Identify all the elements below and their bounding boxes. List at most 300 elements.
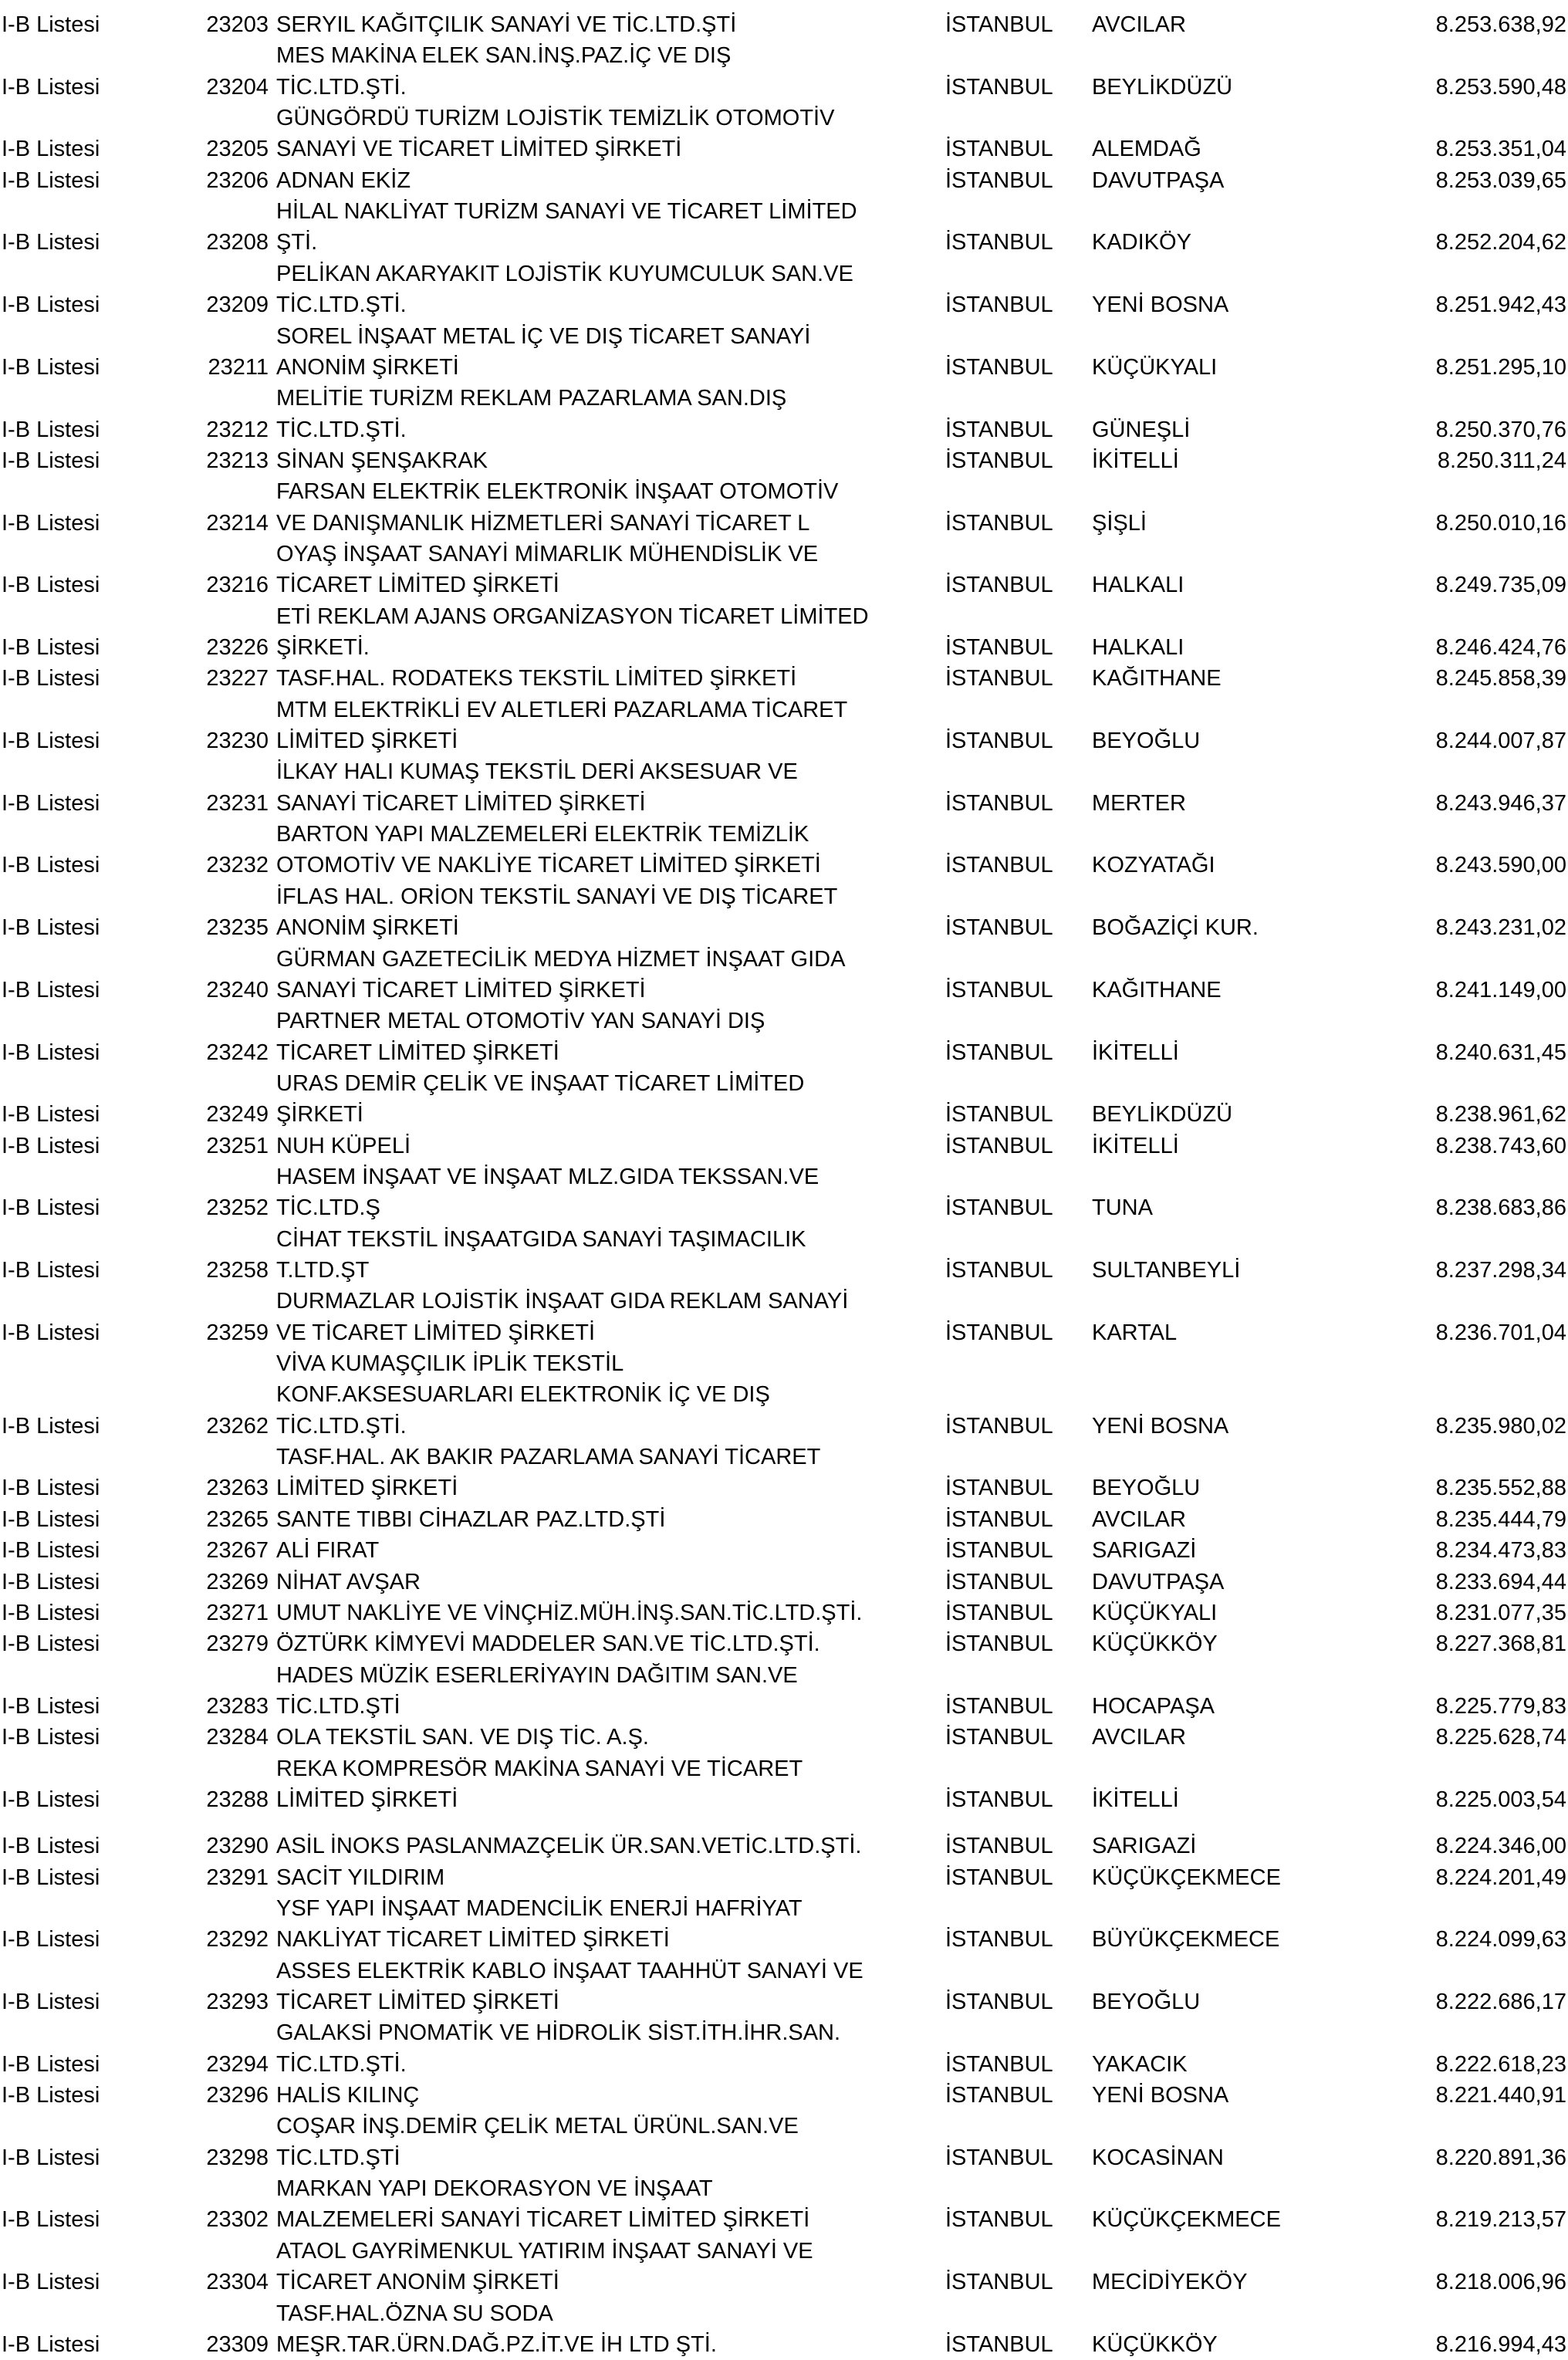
record-id-cell: 23206: [206, 167, 269, 193]
list-type-cell: I-B Listesi: [2, 1631, 100, 1657]
company-name-cell: [276, 2173, 809, 2236]
city-cell: İSTANBUL: [945, 1787, 1053, 1812]
city-cell: İSTANBUL: [945, 74, 1053, 100]
table-row: [0, 2173, 1568, 2236]
city-cell: İSTANBUL: [945, 1506, 1053, 1532]
district-cell: ŞİŞLİ: [1092, 510, 1147, 536]
city-cell: İSTANBUL: [945, 1476, 1053, 1501]
record-id-cell: 23209: [206, 292, 269, 318]
district-cell: AVCILAR: [1092, 12, 1186, 37]
company-name-line: TİCARET LİMİTED ŞİRKETİ: [276, 573, 559, 598]
table-row: [0, 1442, 1568, 1504]
company-name-line: DURMAZLAR LOJİSTİK İNŞAAT GIDA REKLAM SANAYİ: [276, 1289, 849, 1314]
record-id-cell: 23267: [206, 1538, 269, 1564]
company-name-line: ALİ FIRAT: [276, 1538, 380, 1564]
list-type-cell: I-B Listesi: [2, 1102, 100, 1128]
district-cell: KOZYATAĞI: [1092, 853, 1215, 878]
company-name-line: KONF.AKSESUARLARI ELEKTRONİK İÇ VE DIŞ: [276, 1382, 770, 1408]
company-name-line: HADES MÜZİK ESERLERİYAYIN DAĞITIM SAN.VE: [276, 1662, 798, 1688]
company-name-line: ADNAN EKİZ: [276, 167, 411, 193]
city-cell: İSTANBUL: [945, 2051, 1053, 2077]
amount-cell: 8.238.743,60: [1435, 1133, 1566, 1158]
company-name-line: TİC.LTD.ŞTİ.: [276, 74, 407, 100]
company-name-line: MELİTİE TURİZM REKLAM PAZARLAMA SAN.DIŞ: [276, 386, 787, 411]
amount-cell: 8.244.007,87: [1435, 729, 1566, 754]
amount-cell: 8.238.961,62: [1435, 1102, 1566, 1128]
list-type-cell: I-B Listesi: [2, 354, 100, 380]
company-name-line: TASF.HAL. AK BAKIR PAZARLAMA SANAYİ TİCARET: [276, 1445, 821, 1470]
company-name-line: TİC.LTD.ŞTİ.: [276, 417, 407, 442]
amount-cell: 8.245.858,39: [1435, 666, 1566, 691]
record-id-cell: 23242: [206, 1040, 269, 1065]
company-name-line: SANTE TIBBI CİHAZLAR PAZ.LTD.ŞTİ: [276, 1506, 666, 1532]
record-id-cell: 23213: [206, 448, 269, 473]
city-cell: İSTANBUL: [945, 1725, 1053, 1750]
city-cell: İSTANBUL: [945, 137, 1053, 162]
record-id-cell: 23292: [206, 1927, 269, 1953]
company-name-cell: [276, 40, 731, 103]
company-name-line: OTOMOTİV VE NAKLİYE TİCARET LİMİTED ŞİRKETİ: [276, 853, 821, 878]
company-name-line: YSF YAPI İNŞAAT MADENCİLİK ENERJİ HAFRİYAT: [276, 1896, 803, 1921]
company-name-cell: [276, 1161, 819, 1224]
record-id-cell: 23279: [206, 1631, 269, 1657]
company-name-line: TİCARET LİMİTED ŞİRKETİ: [276, 1040, 559, 1065]
amount-cell: 8.251.942,43: [1435, 292, 1566, 318]
table-row: [0, 1131, 1568, 1161]
record-id-cell: 23271: [206, 1600, 269, 1625]
company-name-line: ATAOL GAYRİMENKUL YATIRIM İNŞAAT SANAYİ VE: [276, 2238, 813, 2264]
company-name-line: OYAŞ İNŞAAT SANAYİ MİMARLIK MÜHENDİSLİK VE: [276, 541, 819, 566]
company-name-line: TİC.LTD.ŞTİ.: [276, 1413, 407, 1439]
company-name-line: T.LTD.ŞT: [276, 1257, 370, 1283]
city-cell: İSTANBUL: [945, 1927, 1053, 1953]
table-row: [0, 1831, 1568, 1861]
city-cell: İSTANBUL: [945, 2331, 1053, 2357]
amount-cell: 8.246.424,76: [1435, 634, 1566, 660]
list-type-cell: I-B Listesi: [2, 230, 100, 255]
city-cell: İSTANBUL: [945, 2145, 1053, 2170]
table-row: [0, 1628, 1568, 1659]
amount-cell: 8.233.694,44: [1435, 1569, 1566, 1594]
company-name-line: SİNAN ŞENŞAKRAK: [276, 448, 488, 473]
amount-cell: 8.249.735,09: [1435, 573, 1566, 598]
record-id-cell: 23263: [206, 1476, 269, 1501]
district-cell: DAVUTPAŞA: [1092, 1569, 1225, 1594]
list-type-cell: I-B Listesi: [2, 2083, 100, 2108]
district-cell: İKİTELLİ: [1092, 1040, 1179, 1065]
company-name-cell: [276, 383, 786, 445]
district-cell: MERTER: [1092, 790, 1186, 816]
company-name-cell: [276, 259, 853, 321]
record-id-cell: 23212: [206, 417, 269, 442]
list-type-cell: I-B Listesi: [2, 790, 100, 816]
list-type-cell: I-B Listesi: [2, 1413, 100, 1439]
table-row: [0, 601, 1568, 664]
company-name-line: HALİS KILINÇ: [276, 2083, 420, 2108]
list-type-cell: I-B Listesi: [2, 853, 100, 878]
record-id-cell: 23259: [206, 1320, 269, 1345]
district-cell: GÜNEŞLİ: [1092, 417, 1191, 442]
table-row: [0, 103, 1568, 165]
list-type-cell: I-B Listesi: [2, 2051, 100, 2077]
amount-cell: 8.224.201,49: [1435, 1865, 1566, 1890]
record-id-cell: 23302: [206, 2207, 269, 2233]
company-name-cell: [276, 2017, 840, 2080]
amount-cell: 8.243.231,02: [1435, 915, 1566, 941]
list-type-cell: I-B Listesi: [2, 977, 100, 1002]
company-name-line: MTM ELEKTRİKLİ EV ALETLERİ PAZARLAMA TİCARET: [276, 697, 848, 722]
company-name-cell: [276, 539, 818, 601]
company-name-line: TİCARET ANONİM ŞİRKETİ: [276, 2270, 559, 2295]
company-name-line: SACİT YILDIRIM: [276, 1865, 445, 1890]
company-name-line: PELİKAN AKARYAKIT LOJİSTİK KUYUMCULUK SAN.VE: [276, 261, 853, 286]
amount-cell: 8.231.077,35: [1435, 1600, 1566, 1625]
list-type-cell: I-B Listesi: [2, 137, 100, 162]
district-cell: BEYOĞLU: [1092, 1476, 1201, 1501]
amount-cell: 8.235.444,79: [1435, 1506, 1566, 1532]
district-cell: DAVUTPAŞA: [1092, 167, 1225, 193]
record-id-cell: 23284: [206, 1725, 269, 1750]
company-name-cell: [276, 1504, 665, 1535]
list-type-cell: I-B Listesi: [2, 292, 100, 318]
company-name-line: SERYIL KAĞITÇILIK SANAYİ VE TİC.LTD.ŞTİ: [276, 12, 737, 37]
amount-cell: 8.252.204,62: [1435, 230, 1566, 255]
city-cell: İSTANBUL: [945, 292, 1053, 318]
city-cell: İSTANBUL: [945, 1569, 1053, 1594]
company-name-cell: [276, 103, 834, 165]
city-cell: İSTANBUL: [945, 2083, 1053, 2108]
district-cell: TUNA: [1092, 1195, 1153, 1221]
city-cell: İSTANBUL: [945, 1538, 1053, 1564]
district-cell: KÜÇÜKÇEKMECE: [1092, 1865, 1281, 1890]
city-cell: İSTANBUL: [945, 1320, 1053, 1345]
record-id-cell: 23298: [206, 2145, 269, 2170]
record-id-cell: 23227: [206, 666, 269, 691]
company-name-cell: [276, 2298, 717, 2360]
city-cell: İSTANBUL: [945, 167, 1053, 193]
amount-cell: 8.250.370,76: [1435, 417, 1566, 442]
table-row: [0, 1224, 1568, 1287]
company-name-line: ŞTİ.: [276, 230, 318, 255]
city-cell: İSTANBUL: [945, 1990, 1053, 2015]
list-type-cell: I-B Listesi: [2, 1195, 100, 1221]
record-id-cell: 23265: [206, 1506, 269, 1532]
record-id-cell: 23204: [206, 74, 269, 100]
company-name-line: HASEM İNŞAAT VE İNŞAAT MLZ.GIDA TEKSSAN.VE: [276, 1164, 819, 1189]
company-name-line: LİMİTED ŞİRKETİ: [276, 1476, 458, 1501]
record-id-cell: 23214: [206, 510, 269, 536]
table-row: [0, 9, 1568, 40]
company-name-cell: [276, 2111, 799, 2173]
record-id-cell: 23231: [206, 790, 269, 816]
list-type-cell: I-B Listesi: [2, 2270, 100, 2295]
list-type-cell: I-B Listesi: [2, 1787, 100, 1812]
list-type-cell: I-B Listesi: [2, 1725, 100, 1750]
company-name-cell: [276, 2080, 419, 2111]
amount-cell: 8.216.994,43: [1435, 2331, 1566, 2357]
company-name-cell: [276, 1348, 770, 1442]
table-row: [0, 1348, 1568, 1442]
company-name-cell: [276, 476, 838, 539]
list-type-cell: I-B Listesi: [2, 573, 100, 598]
company-name-cell: [276, 663, 796, 694]
company-name-line: VE TİCARET LİMİTED ŞİRKETİ: [276, 1320, 596, 1345]
city-cell: İSTANBUL: [945, 1600, 1053, 1625]
list-type-cell: I-B Listesi: [2, 1569, 100, 1594]
city-cell: İSTANBUL: [945, 1631, 1053, 1657]
company-name-line: VE DANIŞMANLIK HİZMETLERİ SANAYİ TİCARET L: [276, 510, 810, 536]
record-id-cell: 23216: [206, 573, 269, 598]
company-name-line: ETİ REKLAM AJANS ORGANİZASYON TİCARET LİMİTED: [276, 604, 869, 629]
city-cell: İSTANBUL: [945, 634, 1053, 660]
company-name-cell: [276, 1956, 863, 2018]
company-name-cell: [276, 1068, 804, 1131]
district-cell: HOCAPAŞA: [1092, 1693, 1215, 1719]
district-cell: YAKACIK: [1092, 2051, 1188, 2077]
amount-cell: 8.218.006,96: [1435, 2270, 1566, 2295]
amount-cell: 8.227.368,81: [1435, 1631, 1566, 1657]
amount-cell: 8.253.638,92: [1435, 12, 1566, 37]
table-row: [0, 2017, 1568, 2080]
record-id-cell: 23205: [206, 137, 269, 162]
record-id-cell: 23211: [208, 354, 269, 380]
company-name-cell: [276, 601, 869, 664]
list-type-cell: I-B Listesi: [2, 1506, 100, 1532]
list-type-cell: I-B Listesi: [2, 448, 100, 473]
amount-cell: 8.221.440,91: [1435, 2083, 1566, 2108]
company-name-cell: [276, 321, 810, 384]
company-name-cell: [276, 165, 411, 196]
table-row: [0, 1893, 1568, 1956]
record-id-cell: 23288: [206, 1787, 269, 1812]
city-cell: İSTANBUL: [945, 915, 1053, 941]
table-row: [0, 2298, 1568, 2360]
amount-cell: 8.225.628,74: [1435, 1725, 1566, 1750]
record-id-cell: 23291: [206, 1865, 269, 1890]
amount-cell: 8.250.010,16: [1435, 510, 1566, 536]
company-name-line: GALAKSİ PNOMATİK VE HİDROLİK SİST.İTH.İHR.SAN.: [276, 2020, 841, 2046]
table-row: [0, 756, 1568, 819]
city-cell: İSTANBUL: [945, 1102, 1053, 1128]
district-cell: SULTANBEYLİ: [1092, 1257, 1241, 1283]
district-cell: KÜÇÜKKÖY: [1092, 1631, 1218, 1657]
company-name-line: COŞAR İNŞ.DEMİR ÇELİK METAL ÜRÜNL.SAN.VE: [276, 2114, 799, 2139]
amount-cell: 8.240.631,45: [1435, 1040, 1566, 1065]
city-cell: İSTANBUL: [945, 354, 1053, 380]
company-name-line: MES MAKİNA ELEK SAN.İNŞ.PAZ.İÇ VE DIŞ: [276, 43, 732, 69]
company-name-cell: [276, 2236, 813, 2298]
list-type-cell: I-B Listesi: [2, 1693, 100, 1719]
record-id-cell: 23296: [206, 2083, 269, 2108]
amount-cell: 8.253.590,48: [1435, 74, 1566, 100]
company-name-cell: [276, 1753, 803, 1816]
amount-cell: 8.220.891,36: [1435, 2145, 1566, 2170]
table-row: [0, 695, 1568, 757]
record-id-cell: 23293: [206, 1990, 269, 2015]
district-cell: BÜYÜKÇEKMECE: [1092, 1927, 1280, 1953]
table-row: [0, 819, 1568, 881]
company-name-cell: [276, 1567, 421, 1598]
city-cell: İSTANBUL: [945, 417, 1053, 442]
amount-cell: 8.234.473,83: [1435, 1538, 1566, 1564]
company-name-cell: [276, 196, 857, 259]
table-row: [0, 2080, 1568, 2111]
district-cell: KÜÇÜKÇEKMECE: [1092, 2207, 1281, 2233]
company-name-cell: [276, 1831, 861, 1861]
company-name-line: MALZEMELERİ SANAYİ TİCARET LİMİTED ŞİRKETİ: [276, 2207, 810, 2233]
company-name-cell: [276, 1862, 444, 1893]
city-cell: İSTANBUL: [945, 1693, 1053, 1719]
amount-cell: 8.241.149,00: [1435, 977, 1566, 1002]
district-cell: İKİTELLİ: [1092, 448, 1179, 473]
list-type-cell: I-B Listesi: [2, 74, 100, 100]
city-cell: İSTANBUL: [945, 12, 1053, 37]
company-name-line: GÜNGÖRDÜ TURİZM LOJİSTİK TEMİZLİK OTOMOTİV: [276, 106, 835, 131]
amount-cell: 8.253.351,04: [1435, 137, 1566, 162]
company-name-line: ŞİRKETİ.: [276, 634, 370, 660]
company-name-line: TİC.LTD.ŞTİ.: [276, 2051, 407, 2077]
company-name-cell: [276, 1535, 379, 1566]
amount-cell: 8.235.552,88: [1435, 1476, 1566, 1501]
company-name-cell: [276, 944, 845, 1006]
table-row: [0, 1286, 1568, 1348]
company-name-cell: [276, 881, 837, 944]
record-id-cell: 23258: [206, 1257, 269, 1283]
list-type-cell: I-B Listesi: [2, 1040, 100, 1065]
amount-cell: 8.243.590,00: [1435, 853, 1566, 878]
record-id-cell: 23252: [206, 1195, 269, 1221]
company-name-line: SANAYİ TİCARET LİMİTED ŞİRKETİ: [276, 790, 646, 816]
company-name-cell: [276, 1660, 798, 1723]
table-row: [0, 383, 1568, 445]
district-cell: MECİDİYEKÖY: [1092, 2270, 1248, 2295]
city-cell: İSTANBUL: [945, 853, 1053, 878]
company-name-line: TİC.LTD.Ş: [276, 1195, 380, 1221]
district-cell: YENİ BOSNA: [1092, 1413, 1229, 1439]
district-cell: BEYLİKDÜZÜ: [1092, 1102, 1233, 1128]
table-row: [0, 165, 1568, 196]
company-name-line: NİHAT AVŞAR: [276, 1569, 421, 1594]
company-name-line: ASSES ELEKTRİK KABLO İNŞAAT TAAHHÜT SANAYİ VE: [276, 1958, 863, 1983]
district-cell: HALKALI: [1092, 634, 1184, 660]
city-cell: İSTANBUL: [945, 1195, 1053, 1221]
company-name-line: PARTNER METAL OTOMOTİV YAN SANAYİ DIŞ: [276, 1009, 765, 1034]
company-name-cell: [276, 1722, 649, 1753]
company-name-line: GÜRMAN GAZETECİLİK MEDYA HİZMET İNŞAAT GIDA: [276, 946, 846, 972]
amount-cell: 8.250.311,24: [1437, 448, 1566, 473]
district-cell: KADIKÖY: [1092, 230, 1191, 255]
district-cell: AVCILAR: [1092, 1506, 1186, 1532]
table-row: [0, 1862, 1568, 1893]
table-row: [0, 1753, 1568, 1816]
table-row: [0, 1598, 1568, 1628]
company-name-line: ÖZTÜRK KİMYEVİ MADDELER SAN.VE TİC.LTD.ŞTİ.: [276, 1631, 820, 1657]
district-cell: SARIGAZİ: [1092, 1538, 1197, 1564]
amount-cell: 8.235.980,02: [1435, 1413, 1566, 1439]
table-row: [0, 944, 1568, 1006]
company-name-cell: [276, 819, 821, 881]
record-id-cell: 23294: [206, 2051, 269, 2077]
city-cell: İSTANBUL: [945, 573, 1053, 598]
record-id-cell: 23232: [206, 853, 269, 878]
district-cell: BEYOĞLU: [1092, 729, 1201, 754]
company-name-cell: [276, 1598, 862, 1628]
table-row: [0, 321, 1568, 384]
company-name-line: OLA TEKSTİL SAN. VE DIŞ TİC. A.Ş.: [276, 1725, 649, 1750]
company-name-line: MEŞR.TAR.ÜRN.DAĞ.PZ.İT.VE İH LTD ŞTİ.: [276, 2331, 717, 2357]
company-name-line: TASF.HAL.ÖZNA SU SODA: [276, 2301, 553, 2326]
city-cell: İSTANBUL: [945, 1834, 1053, 1859]
table-row: [0, 259, 1568, 321]
company-name-cell: [276, 445, 488, 476]
table-row: [0, 1161, 1568, 1224]
list-type-cell: I-B Listesi: [2, 1600, 100, 1625]
company-name-line: UMUT NAKLİYE VE VİNÇHİZ.MÜH.İNŞ.SAN.TİC.LTD.ŞTİ.: [276, 1600, 863, 1625]
table-row: [0, 1068, 1568, 1131]
list-type-cell: I-B Listesi: [2, 729, 100, 754]
district-cell: KAĞITHANE: [1092, 977, 1222, 1002]
district-cell: HALKALI: [1092, 573, 1184, 598]
district-cell: İKİTELLİ: [1092, 1787, 1179, 1812]
company-name-line: SANAYİ TİCARET LİMİTED ŞİRKETİ: [276, 977, 646, 1002]
company-name-cell: [276, 756, 798, 819]
company-name-line: SANAYİ VE TİCARET LİMİTED ŞİRKETİ: [276, 137, 682, 162]
amount-cell: 8.224.346,00: [1435, 1834, 1566, 1859]
list-type-cell: I-B Listesi: [2, 1990, 100, 2015]
table-row: [0, 1504, 1568, 1535]
district-cell: KOCASİNAN: [1092, 2145, 1224, 2170]
list-type-cell: I-B Listesi: [2, 417, 100, 442]
record-id-cell: 23208: [206, 230, 269, 255]
company-name-cell: [276, 1893, 803, 1956]
city-cell: İSTANBUL: [945, 729, 1053, 754]
table-row: [0, 476, 1568, 539]
city-cell: İSTANBUL: [945, 510, 1053, 536]
amount-cell: 8.243.946,37: [1435, 790, 1566, 816]
district-cell: BEYLİKDÜZÜ: [1092, 74, 1233, 100]
record-id-cell: 23249: [206, 1102, 269, 1128]
table-row: [0, 2111, 1568, 2173]
company-name-cell: [276, 1224, 806, 1287]
table-row: [0, 663, 1568, 694]
list-type-cell: I-B Listesi: [2, 1476, 100, 1501]
company-name-line: LİMİTED ŞİRKETİ: [276, 729, 458, 754]
company-name-line: İFLAS HAL. ORİON TEKSTİL SANAYİ VE DIŞ TİCARET: [276, 884, 838, 909]
district-cell: ALEMDAĞ: [1092, 137, 1201, 162]
city-cell: İSTANBUL: [945, 1257, 1053, 1283]
company-name-line: CİHAT TEKSTİL İNŞAATGIDA SANAYİ TAŞIMACILIK: [276, 1226, 806, 1252]
district-cell: SARIGAZİ: [1092, 1834, 1197, 1859]
company-name-line: İLKAY HALI KUMAŞ TEKSTİL DERİ AKSESUAR VE: [276, 759, 798, 785]
district-cell: KARTAL: [1092, 1320, 1178, 1345]
amount-cell: 8.224.099,63: [1435, 1927, 1566, 1953]
city-cell: İSTANBUL: [945, 1133, 1053, 1158]
city-cell: İSTANBUL: [945, 448, 1053, 473]
company-name-cell: [276, 695, 847, 757]
company-name-line: HİLAL NAKLİYAT TURİZM SANAYİ VE TİCARET LİMİTED: [276, 199, 857, 225]
company-name-line: NAKLİYAT TİCARET LİMİTED ŞİRKETİ: [276, 1927, 670, 1953]
city-cell: İSTANBUL: [945, 977, 1053, 1002]
record-id-cell: 23240: [206, 977, 269, 1002]
list-type-cell: I-B Listesi: [2, 1538, 100, 1564]
city-cell: İSTANBUL: [945, 666, 1053, 691]
record-id-cell: 23235: [206, 915, 269, 941]
table-row: [0, 1722, 1568, 1753]
table-row: [0, 1956, 1568, 2018]
city-cell: İSTANBUL: [945, 2207, 1053, 2233]
table-row: [0, 445, 1568, 476]
record-id-cell: 23283: [206, 1693, 269, 1719]
